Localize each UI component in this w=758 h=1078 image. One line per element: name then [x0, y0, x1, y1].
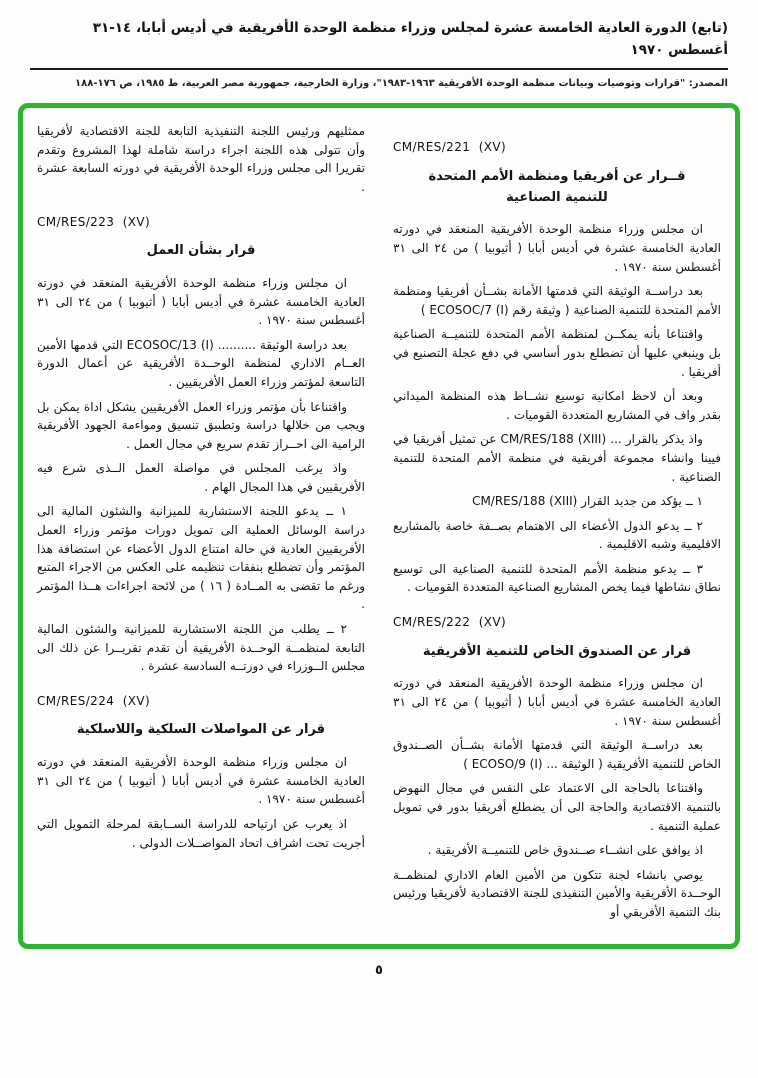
- paragraph: واذ يرغب المجلس في مواصلة العمل الــذى شرع فيه الأفريقيين في هذا المجال الهام .: [37, 461, 365, 494]
- paragraph: ٣ ــ يدعو منظمة الأمم المتحدة للتنمية الصناعية الى توسيع نطاق نشاطها فيما يخص المشاريع الصناعية المتعددة القوميات .: [393, 561, 721, 595]
- resolution-code: CM/RES/223 (XV): [37, 214, 151, 229]
- paragraph: بعد دراسة الوثيقة .......... ECOSOC/13 (I) التي قدمها الأمين العــام الاداري لمنظمة الوحــدة الأفريقية عن أعمال الدورة التاسعة لمؤتمر وزراء العمل الأفريقيين .: [37, 337, 365, 389]
- paragraph: بعد دراســة الوثيقة التي قدمتها الأمانة بشــأن الصــندوق الخاص للتنمية الأفريقية ( الوثيقة ... ECOSO/9 (I) ): [393, 738, 721, 771]
- paragraph: اذ يوافق على انشــاء صــندوق خاص للتنميــة الأفريقية .: [427, 843, 703, 858]
- resolution-title: قرار عن الصندوق الخاص للتنمية الأفريقية: [422, 643, 692, 659]
- column-left: [37, 122, 365, 858]
- paragraph: ١ ــ يدعو اللجنة الاستشارية للميزانية والشئون المالية الى دراسة الوسائل العملية الى تمويل دورات مؤتمر وزراء العمل الأفريقيين العادية في حالة امتناع الدول الأعضاء عن استضافة هذا المؤتمر وأن تضطلع بنفقات تنظيمه على العكس من الاجراء المتبع ورغم ما تقضى به المــادة ( ١٦ ) من لائحة اجراءات هــذا المؤتمر .: [37, 504, 365, 612]
- resolution-code: CM/RES/224 (XV): [37, 693, 151, 708]
- paragraph: ممثليهم ورئيس اللجنة التنفيذية التابعة للجنة الاقتصادية لأفريقيا وأن تتولى هذه اللجنة اجراء دراسة شاملة لهذا المشروع وتقدم تقريرا الى مجلس وزراء الوحدة الأفريقية في دورته السابعة عشرة .: [37, 124, 365, 194]
- paragraph: ان مجلس وزراء منظمة الوحدة الأفريقية المنعقد في دورته العادية الخامسة عشرة في أديس أبابا ( أثيوبيا ) من ٢٤ الى ٣١ أغسطس سنة ١٩٧٠ .: [393, 222, 721, 274]
- resolution-code: CM/RES/222 (XV): [393, 615, 507, 630]
- resolution-title: قرار عن المواصلات السلكية واللاسلكية: [76, 722, 326, 738]
- resolution-title: قرار بشأن العمل: [146, 243, 256, 259]
- resolution-code: CM/RES/221 (XV): [393, 140, 507, 155]
- paragraph: يوصي بانشاء لجنة تتكون من الأمين العام الاداري لمنظمــة الوحــدة الأفريقية والأمين التنفيذى للجنة الاقتصادية لأفريقيا ورئيس بنك التنمية الأفريقي أو: [393, 867, 721, 919]
- two-column-layout: [37, 122, 721, 927]
- source-line: المصدر: "قرارات وتوصيات وبيانات منظمة الوحدة الأفريقية ١٩٦٣-١٩٨٣"، وزارة الخارجية، جمهورية مصر العربية، ط ١٩٨٥، ص ١٧٦-١٨٨: [75, 78, 728, 90]
- column-right: [393, 122, 721, 927]
- paragraph: بعد دراســة الوثيقة التي قدمتها الأمانة بشــأن أفريقيا ومنظمة الأمم المتحدة للتنمية الصناعية ( وثيقة رقم ECOSOC/7 (I) ): [393, 284, 721, 317]
- page-number: ٥: [375, 962, 383, 978]
- paragraph: ٢ ــ يدعو الدول الأعضاء الى الاهتمام بصــفة خاصة بالمشاريع الاقليمية وشبه الاقليمية .: [393, 518, 721, 552]
- paragraph: ٢ ــ يطلب من اللجنة الاستشارية للميزانية والشئون المالية التابعة لمنظمــة الوحــدة الأفريقية أن تقدم تقريــرا عن ذلك الى مجلس الــوزراء في دورتــه السادسة عشرة .: [37, 622, 365, 674]
- paragraph: ١ ــ يؤكد من جديد القرار CM/RES/188 (XIII): [472, 494, 703, 509]
- content-border-box: [18, 103, 740, 948]
- paragraph: وبعد أن لاحظ امكانية توسيع نشــاط هذه المنظمة الميداني بقدر واف في المشاريع المتعددة القوميات .: [393, 389, 721, 422]
- paragraph: اذ يعرب عن ارتياحه للدراسة الســابقة لمرحلة التمويل التي أجريت تحت اشراف اتحاد المواصــلات الدولى .: [37, 817, 365, 850]
- paragraph: ان مجلس وزراء منظمة الوحدة الأفريقية المنعقد في دورته العادية الخامسة عشرة في أديس أبابا ( أثيوبيا ) من ٢٤ الى ٣١ أغسطس سنة ١٩٧٠ .: [37, 275, 365, 328]
- paragraph: واقتناعا بأنه يمكــن لمنظمة الأمم المتحدة للتنميــة الصناعية بل وينبغي عليها أن تضطلع بدور أساسي في دفع عجلة التصنيع في أفريقيا .: [393, 327, 721, 379]
- paragraph: واقتناعا بأن مؤتمر وزراء العمل الأفريقيين يشكل اداة يمكن بل ويجب من خلالها دراسة وتطبيق تنسيق ومواءمة الجهود الأفريقية الرامية الى احــراز تقدم سريع في مجال العمل .: [37, 399, 365, 451]
- paragraph: واذ يذكر بالقرار ... CM/RES/188 (XIII) عن تمثيل أفريقيا في فيينا وانشاء مجموعة أفريقية في منظمة الأمم المتحدة للتنمية الصناعية .: [393, 432, 721, 484]
- paragraph: ان مجلس وزراء منظمة الوحدة الأفريقية المنعقد في دورته العادية الخامسة عشرة في أديس أبابا ( أثيوبيا ) من ٢٤ الى ٣١ أغسطس سنة ١٩٧٠ .: [37, 755, 365, 807]
- document-title: (تابع) الدورة العادية الخامسة عشرة لمجلس وزراء منظمة الوحدة الأفريقية في أديس أبابا، ١٤-٣١ أغسطس ١٩٧٠: [92, 20, 728, 58]
- header-divider: [30, 68, 728, 70]
- paragraph: ان مجلس وزراء منظمة الوحدة الأفريقية المنعقد في دورته العادية الخامسة عشرة في أديس أبابا ( أثيوبيا ) من ٢٤ الى ٣١ أغسطس سنة ١٩٧٠ .: [393, 676, 721, 728]
- document-header: [18, 18, 740, 91]
- paragraph: واقتناعا بالحاجة الى الاعتماد على النفس في مجال النهوض بالتنمية الاقتصادية والحاجة الى أن يضطلع أفريقيا بدور في تمويل عملية التنمية .: [393, 781, 721, 833]
- resolution-title: قــرار عن أفريقيا ومنظمة الأمم المتحدة للتنمية الصناعية: [428, 168, 686, 205]
